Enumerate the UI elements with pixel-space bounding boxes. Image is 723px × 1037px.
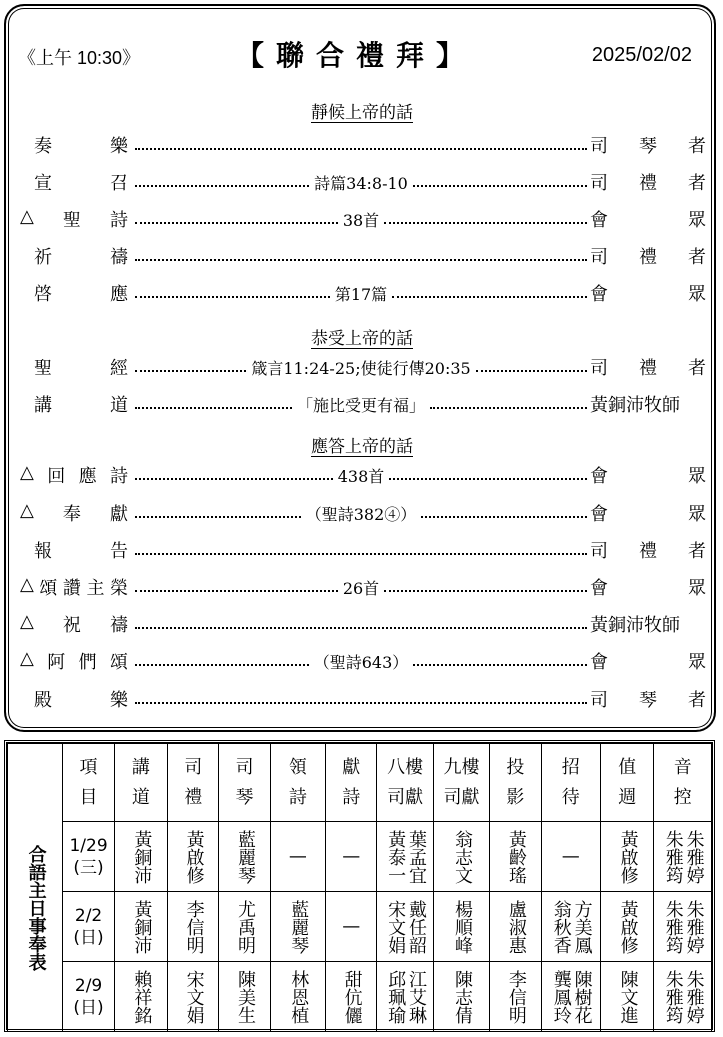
order-item-detail: 438首 <box>337 466 385 486</box>
order-item <box>20 611 706 637</box>
order-item <box>20 686 706 712</box>
order-item-leader <box>590 574 706 600</box>
char: 阿 <box>47 652 66 673</box>
char: 應 <box>110 284 128 305</box>
char: 禱 <box>110 615 128 636</box>
order-item-leader <box>590 132 706 158</box>
table-cell: 林恩植 <box>270 962 325 1032</box>
page-title: 【聯合禮拜】 <box>235 39 476 72</box>
order-item <box>20 132 706 158</box>
char: △ <box>20 648 34 669</box>
table-cell: — <box>270 822 325 892</box>
column-header: 八樓 司獻 <box>377 744 433 822</box>
table-cell: 陳志倩 <box>433 962 489 1032</box>
char: 會 <box>590 652 608 673</box>
column-header: 獻 詩 <box>326 744 377 822</box>
table-cell: — <box>326 892 377 962</box>
service-date: 2025/02/02 <box>591 44 692 66</box>
dot-leader <box>132 144 590 146</box>
order-item-label <box>20 574 132 600</box>
order-item-leader <box>590 611 706 637</box>
table-cell: 宋文娟 <box>168 962 219 1032</box>
char: 讚 <box>62 578 81 599</box>
order-item <box>20 462 706 488</box>
char: 眾 <box>688 504 706 525</box>
order-item-label <box>20 686 132 712</box>
order-item <box>20 354 706 380</box>
table-cell: 盧淑惠 <box>490 892 541 962</box>
table-cell: 黃啟修 <box>601 892 654 962</box>
order-item-detail: 「施比受更有福」 <box>297 395 426 415</box>
char: 樂 <box>110 690 128 711</box>
char: 者 <box>688 136 706 157</box>
char: 眾 <box>688 466 706 487</box>
order-item-detail: 第17篇 <box>334 284 388 304</box>
order-item <box>20 280 706 306</box>
dot-leader <box>132 356 590 379</box>
order-item-leader <box>590 500 706 526</box>
order-item-label <box>20 611 132 637</box>
dot-leader <box>132 282 590 305</box>
table-cell: — <box>541 822 601 892</box>
table-cell: 藍麗琴 <box>219 822 270 892</box>
char: 司 <box>590 358 608 379</box>
char: 眾 <box>688 652 706 673</box>
char: 應 <box>78 466 97 487</box>
char: 沛 <box>626 615 644 636</box>
char: 主 <box>86 578 105 599</box>
dot-leader <box>132 698 590 700</box>
order-item <box>20 537 706 563</box>
char: 師 <box>662 615 680 636</box>
char: 禮 <box>639 247 657 268</box>
char: 會 <box>590 466 608 487</box>
dot-leader <box>132 255 590 257</box>
table-cell: 陳文進 <box>601 962 654 1032</box>
char: 奉 <box>62 504 81 525</box>
char: 銅 <box>608 395 626 416</box>
order-item <box>20 169 706 195</box>
order-item-detail: 26首 <box>342 578 380 598</box>
order-item <box>20 243 706 269</box>
section-heading: 恭受上帝的話 <box>311 329 413 349</box>
char: 司 <box>590 247 608 268</box>
char: 眾 <box>688 578 706 599</box>
column-header: 講 道 <box>114 744 167 822</box>
dot-leader <box>132 393 590 416</box>
char: 會 <box>590 578 608 599</box>
order-item-leader <box>590 206 706 232</box>
order-item-label <box>20 280 132 306</box>
char: 奏 <box>34 136 52 157</box>
char: 禱 <box>110 247 128 268</box>
char: 琴 <box>639 690 657 711</box>
char: 召 <box>110 173 128 194</box>
char: 牧 <box>644 395 662 416</box>
char: 沛 <box>626 395 644 416</box>
table-cell: 藍麗琴 <box>270 892 325 962</box>
char: 告 <box>110 541 128 562</box>
char: 道 <box>110 395 128 416</box>
char: 祈 <box>34 247 52 268</box>
order-item-label <box>20 648 132 674</box>
char: 獻 <box>110 504 128 525</box>
order-item-label <box>20 243 132 269</box>
column-header: 音 控 <box>654 744 712 822</box>
char: 會 <box>590 210 608 231</box>
column-header: 司 琴 <box>219 744 270 822</box>
table-cell: 陳樹花 龔鳳玲 <box>541 962 601 1032</box>
char: 禮 <box>639 358 657 379</box>
order-item-leader <box>590 686 706 712</box>
dot-leader <box>132 502 590 525</box>
table-cell: 江艾琳 邱珮瑜 <box>377 962 433 1032</box>
section-heading: 靜候上帝的話 <box>311 103 413 123</box>
table-row <box>8 892 712 962</box>
table-cell: 朱雅婷 朱雅筠 <box>654 822 712 892</box>
table-cell: 楊順峰 <box>433 892 489 962</box>
table-cell: 賴祥銘 <box>114 962 167 1032</box>
order-item <box>20 648 706 674</box>
table-cell: 朱雅婷 朱雅筠 <box>654 892 712 962</box>
order-item <box>20 206 706 232</box>
char: 司 <box>590 136 608 157</box>
table-cell: 方美鳳 翁秋香 <box>541 892 601 962</box>
duty-roster <box>4 740 715 1032</box>
char: 琴 <box>639 136 657 157</box>
char: △ <box>20 500 34 521</box>
char: 講 <box>34 395 52 416</box>
order-item-leader <box>590 537 706 563</box>
table-cell: 李信明 <box>490 962 541 1032</box>
dot-leader <box>132 576 590 599</box>
char: 眾 <box>688 210 706 231</box>
char: 牧 <box>644 615 662 636</box>
char: 們 <box>78 652 97 673</box>
table-cell: 黃齡瑤 <box>490 822 541 892</box>
order-item <box>20 500 706 526</box>
char: 報 <box>34 541 52 562</box>
order-item-label <box>20 354 132 380</box>
order-of-worship-panel <box>4 4 716 732</box>
table-cell: 黃銅沛 <box>114 892 167 962</box>
dot-leader <box>132 650 590 673</box>
order-item-label <box>20 206 132 232</box>
order-item-leader <box>590 169 706 195</box>
duty-table <box>7 743 712 1032</box>
char: 頌 <box>109 652 128 673</box>
char: 殿 <box>34 690 52 711</box>
char: 黃 <box>590 615 608 636</box>
order-item <box>20 391 706 417</box>
char: 聖 <box>34 358 52 379</box>
char: △ <box>20 206 34 227</box>
char: 經 <box>110 358 128 379</box>
char: 啓 <box>34 284 52 305</box>
char: 樂 <box>110 136 128 157</box>
order-item-detail: 38首 <box>342 210 380 230</box>
order-item-label <box>20 462 132 488</box>
char: 榮 <box>109 578 128 599</box>
char: 眾 <box>688 284 706 305</box>
dot-leader <box>132 623 590 625</box>
service-time: 《上午 10:30》 <box>18 48 141 68</box>
order-item-label <box>20 169 132 195</box>
char: △ <box>20 574 34 595</box>
char: 者 <box>688 690 706 711</box>
char: 者 <box>688 541 706 562</box>
char: 司 <box>590 173 608 194</box>
order-item-leader <box>590 243 706 269</box>
table-cell: 陳美生 <box>219 962 270 1032</box>
char: 黃 <box>590 395 608 416</box>
table-cell: 翁志文 <box>433 822 489 892</box>
column-header: 項 目 <box>63 744 114 822</box>
char: 會 <box>590 284 608 305</box>
roster-title: 合語主日事奉表 <box>8 744 63 1032</box>
table-cell: — <box>326 822 377 892</box>
order-item-leader <box>590 280 706 306</box>
dot-leader <box>132 464 590 487</box>
char: 禮 <box>639 541 657 562</box>
order-item-leader <box>590 354 706 380</box>
char: 銅 <box>608 615 626 636</box>
dot-leader <box>132 208 590 231</box>
table-row <box>8 822 712 892</box>
table-row <box>8 962 712 1032</box>
table-cell: 朱雅婷 朱雅筠 <box>654 962 712 1032</box>
char: 回 <box>47 466 66 487</box>
table-cell: 黃銅沛 <box>114 822 167 892</box>
order-item <box>20 574 706 600</box>
column-header: 九樓 司獻 <box>433 744 489 822</box>
row-date: 1/29 (三) <box>63 822 114 892</box>
char: 者 <box>688 173 706 194</box>
char: 禮 <box>639 173 657 194</box>
char: 會 <box>590 504 608 525</box>
table-cell: 李信明 <box>168 892 219 962</box>
order-item-label <box>20 132 132 158</box>
row-date: 2/9 (日) <box>63 962 114 1032</box>
table-cell: 黃啟修 <box>168 822 219 892</box>
order-item-leader <box>590 391 706 417</box>
char: 師 <box>662 395 680 416</box>
order-item-detail: 詩篇34:8-10 <box>314 173 408 193</box>
order-item-detail: （聖詩643） <box>313 652 409 672</box>
char: 頌 <box>39 578 58 599</box>
table-cell: 葉孟宜 黃泰一 <box>377 822 433 892</box>
char: △ <box>20 611 34 632</box>
char: 詩 <box>110 210 128 231</box>
order-item-label <box>20 500 132 526</box>
char: 宣 <box>34 173 52 194</box>
column-header: 招 待 <box>541 744 601 822</box>
order-item-label <box>20 391 132 417</box>
dot-leader <box>132 549 590 551</box>
order-item-leader <box>590 648 706 674</box>
order-item-leader <box>590 462 706 488</box>
char: 者 <box>688 247 706 268</box>
char: 司 <box>590 541 608 562</box>
table-cell: 戴任韶 宋文娟 <box>377 892 433 962</box>
order-item-detail: （聖詩382④） <box>305 504 417 524</box>
char: 司 <box>590 690 608 711</box>
row-date: 2/2 (日) <box>63 892 114 962</box>
column-header: 值 週 <box>601 744 654 822</box>
column-header: 投 影 <box>490 744 541 822</box>
char: 聖 <box>62 210 81 231</box>
dot-leader <box>132 171 590 194</box>
char: 詩 <box>109 466 128 487</box>
table-cell: 尤禹明 <box>219 892 270 962</box>
char: 祝 <box>62 615 81 636</box>
column-header: 領 詩 <box>270 744 325 822</box>
table-cell: 甜伉儷 <box>326 962 377 1032</box>
table-cell: 黃啟修 <box>601 822 654 892</box>
char: 者 <box>688 358 706 379</box>
section-heading: 應答上帝的話 <box>311 437 413 457</box>
column-header: 司 禮 <box>168 744 219 822</box>
order-item-detail: 箴言11:24-25;使徒行傳20:35 <box>251 358 471 378</box>
char: △ <box>20 462 34 483</box>
order-item-label <box>20 537 132 563</box>
